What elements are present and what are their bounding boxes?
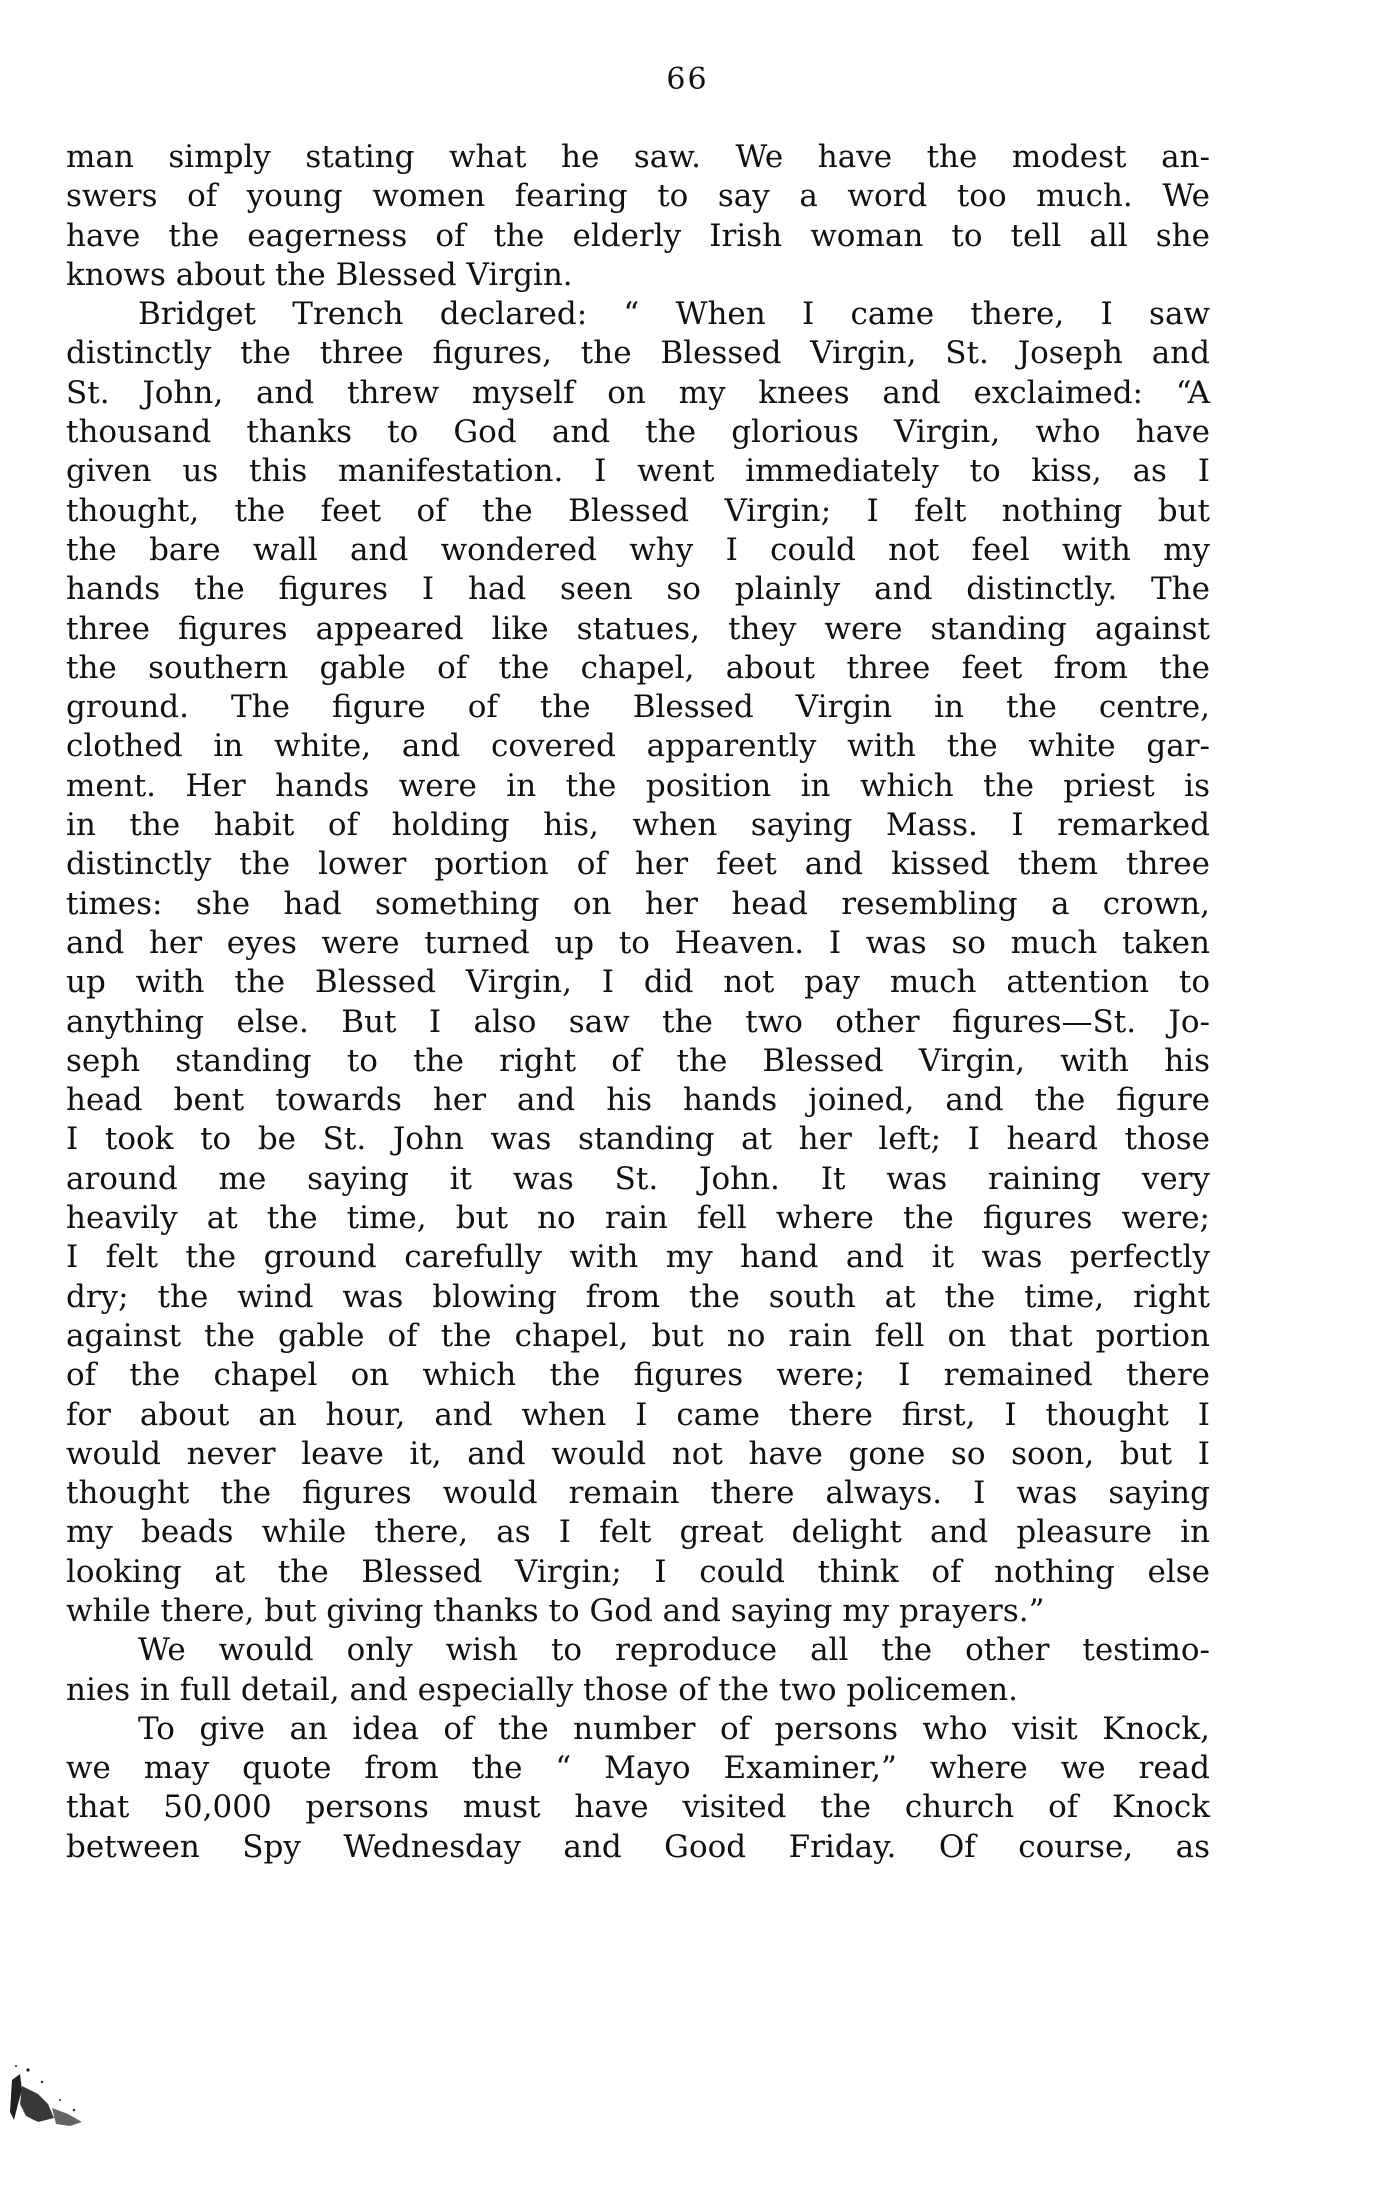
text-line: the bare wall and wondered why I could not feel with my: [66, 531, 1210, 568]
text-line: between Spy Wednesday and Good Friday. Of course, as: [66, 1828, 1210, 1865]
text-line: To give an idea of the number of persons who visit Knock,: [138, 1710, 1210, 1747]
text-line: We would only wish to reproduce all the other testimo-: [138, 1632, 1210, 1669]
page-number: 66: [666, 62, 709, 97]
text-line: my beads while there, as I felt great delight and pleasure in: [66, 1514, 1210, 1551]
text-line: looking at the Blessed Virgin; I could think of nothing else: [66, 1553, 1210, 1590]
text-line: head bent towards her and his hands joined, and the figure: [66, 1082, 1210, 1119]
text-line: around me saying it was St. John. It was raining very: [66, 1160, 1210, 1197]
text-line: seph standing to the right of the Blessed Virgin, with his: [66, 1042, 1210, 1079]
text-line: of the chapel on which the figures were; I remained there: [66, 1357, 1210, 1394]
text-line: for about an hour, and when I came there first, I thought I: [66, 1396, 1210, 1433]
text-line: against the gable of the chapel, but no rain fell on that portion: [66, 1317, 1210, 1354]
text-line: would never leave it, and would not have gone so soon, but I: [66, 1435, 1210, 1472]
text-line: distinctly the lower portion of her feet and kissed them three: [66, 846, 1210, 883]
text-line: clothed in white, and covered apparently with the white gar-: [66, 728, 1210, 765]
text-line: up with the Blessed Virgin, I did not pay much attention to: [66, 964, 1210, 1001]
text-line: I took to be St. John was standing at her left; I heard those: [66, 1121, 1210, 1158]
text-line: have the eagerness of the elderly Irish woman to tell all she: [66, 217, 1210, 254]
text-line: ground. The figure of the Blessed Virgin in the centre,: [66, 689, 1210, 726]
text-line: hands the figures I had seen so plainly and distinctly. The: [66, 571, 1210, 608]
text-line: dry; the wind was blowing from the south at the time, right: [66, 1278, 1210, 1315]
text-line: that 50,000 persons must have visited the church of Knock: [66, 1789, 1210, 1826]
text-body: [66, 138, 1210, 1867]
text-line: three figures appeared like statues, they were standing against: [66, 610, 1210, 647]
text-line: we may quote from the “ Mayo Examiner,” where we read: [66, 1750, 1210, 1787]
text-line: man simply stating what he saw. We have the modest an-: [66, 139, 1210, 175]
text-line: anything else. But I also saw the two other figures—St. Jo-: [66, 1003, 1210, 1040]
text-line: and her eyes were turned up to Heaven. I was so much taken: [66, 924, 1210, 961]
text-line: in the habit of holding his, when saying Mass. I remarked: [66, 807, 1210, 844]
text-line: I felt the ground carefully with my hand and it was perfectly: [66, 1239, 1210, 1276]
text-line: times: she had something on her head resembling a crown,: [66, 885, 1210, 922]
text-line: distinctly the three figures, the Blessed Virgin, St. Joseph and: [66, 335, 1210, 372]
text-line: ment. Her hands were in the position in which the priest is: [66, 767, 1210, 804]
text-line: thought, the feet of the Blessed Virgin; I felt nothing but: [66, 492, 1210, 529]
text-line: knows about the Blessed Virgin.: [66, 256, 573, 293]
text-line: thought the figures would remain there always. I was saying: [66, 1475, 1210, 1512]
text-line: thousand thanks to God and the glorious Virgin, who have: [66, 414, 1210, 451]
text-line: swers of young women fearing to say a word too much. We: [66, 178, 1210, 215]
print-smudge-mark: [8, 2060, 98, 2130]
text-line: while there, but giving thanks to God and saying my prayers.”: [66, 1592, 1045, 1629]
text-line: heavily at the time, but no rain fell where the figures were;: [66, 1200, 1210, 1237]
text-line: St. John, and threw myself on my knees and exclaimed: “A: [66, 374, 1210, 411]
text-line: nies in full detail, and especially those of the two policemen.: [66, 1671, 1018, 1708]
text-line: Bridget Trench declared: “ When I came there, I saw: [138, 296, 1210, 333]
text-line: the southern gable of the chapel, about three feet from the: [66, 649, 1210, 686]
text-line: given us this manifestation. I went immediately to kiss, as I: [66, 453, 1210, 490]
